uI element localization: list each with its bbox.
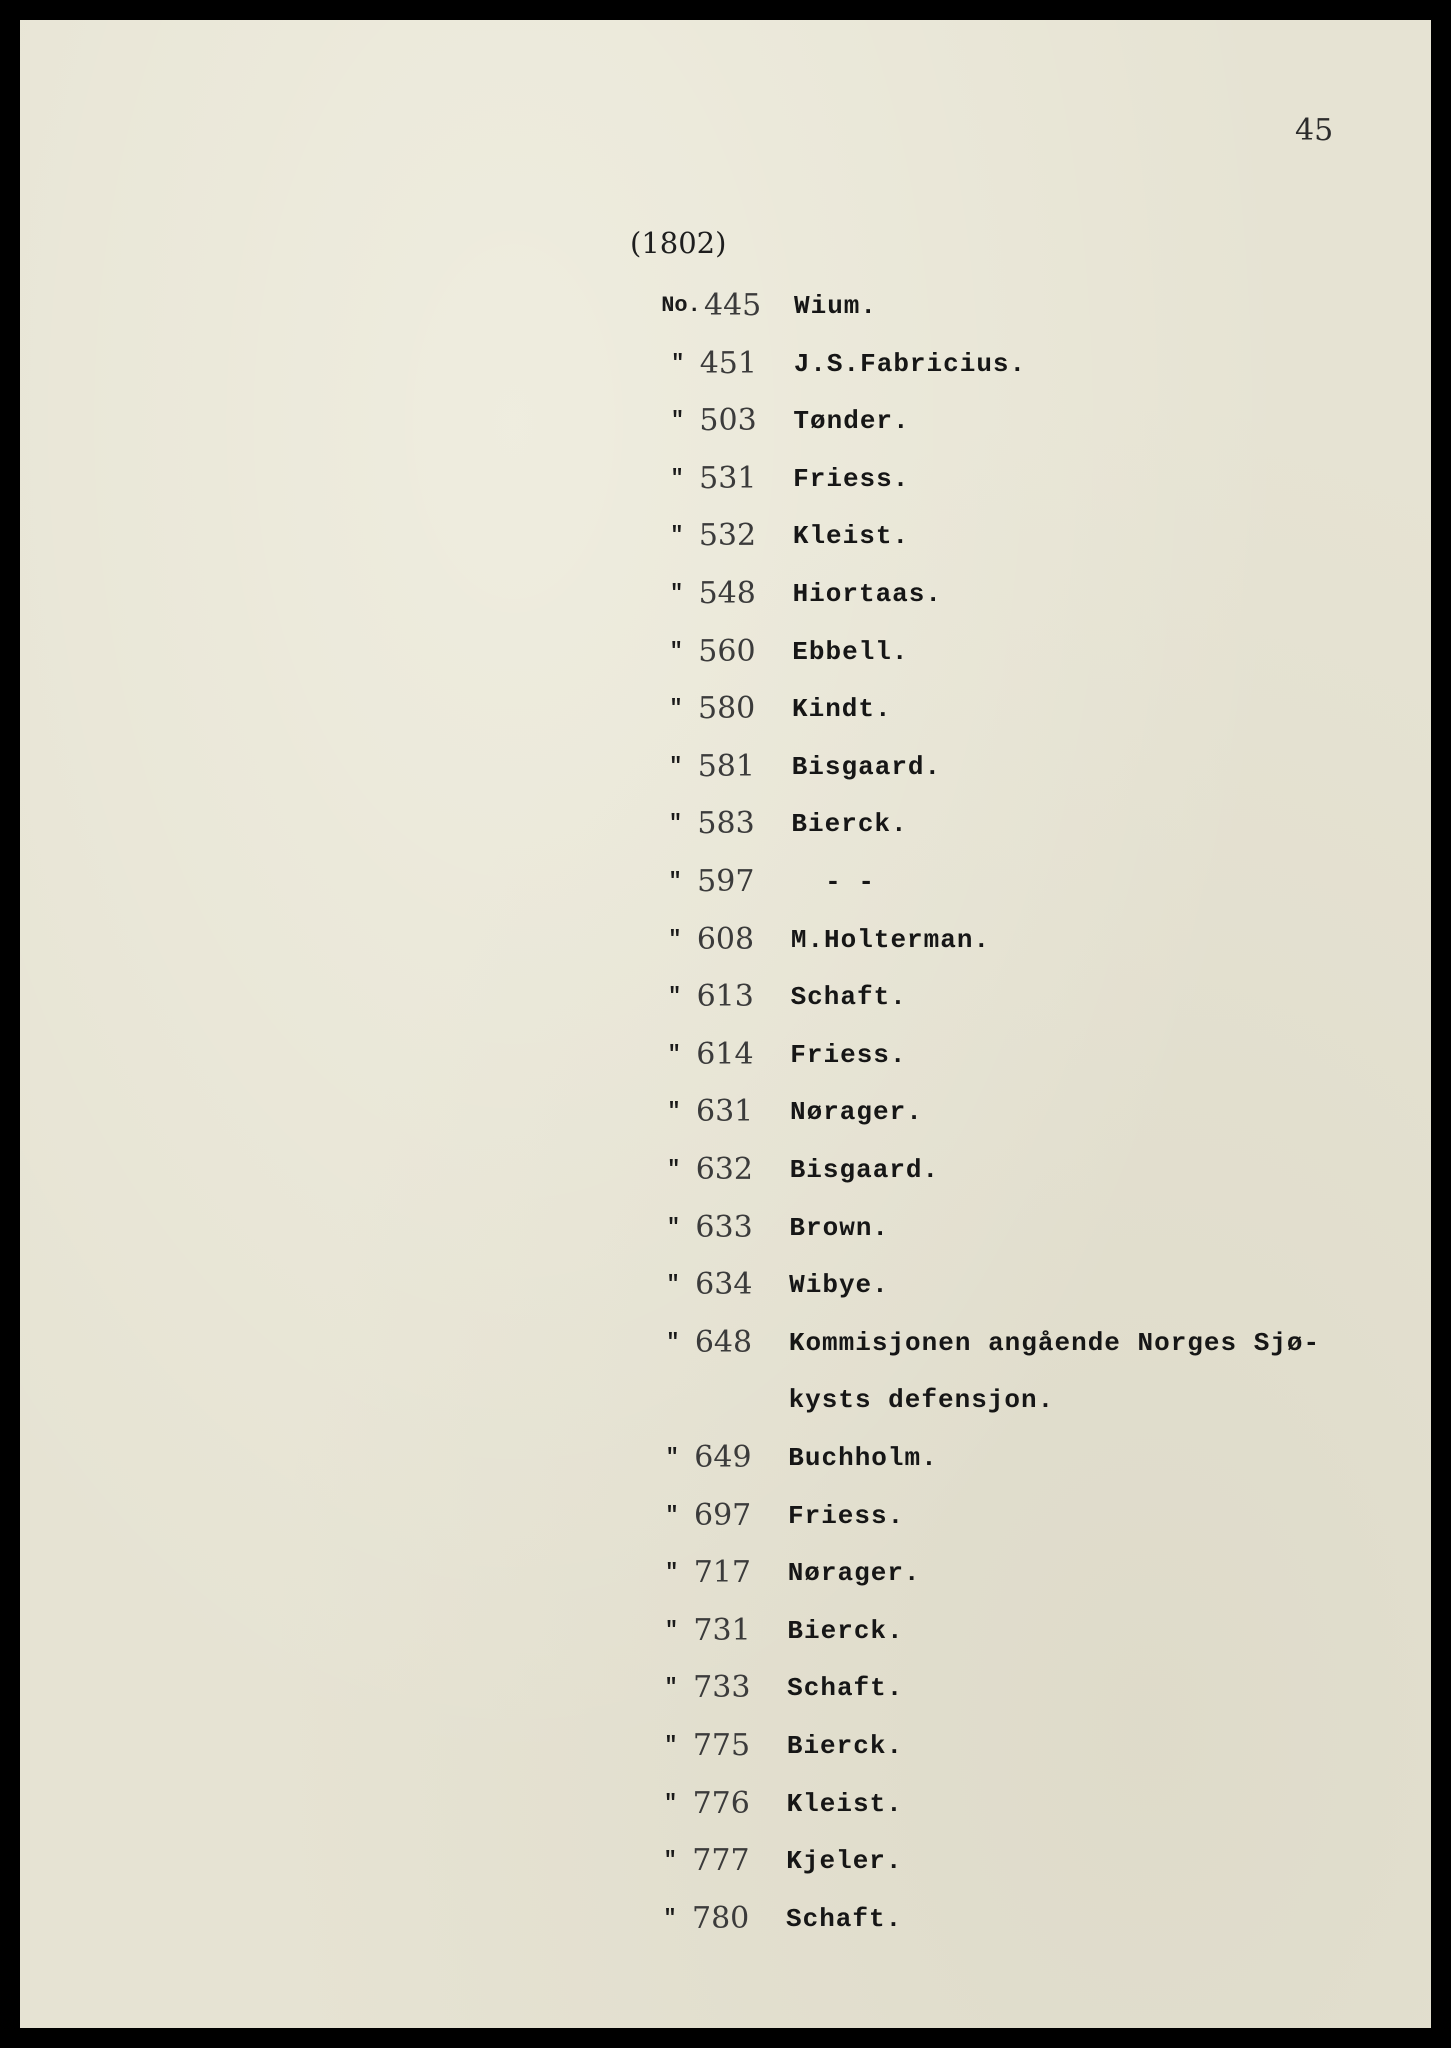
- ditto-mark: ": [670, 465, 684, 491]
- entry-number: 776: [692, 1785, 750, 1821]
- year-heading: (1802): [630, 226, 727, 260]
- entry-name: Friess.: [793, 463, 910, 494]
- entry-number: 731: [693, 1612, 751, 1648]
- entry-number: 548: [698, 576, 756, 611]
- entry-number: 445: [704, 288, 762, 323]
- entry-name: Bierck.: [786, 1731, 904, 1761]
- entry-name: Friess.: [788, 1500, 905, 1531]
- entry-name: Hiortaas.: [792, 579, 942, 609]
- entry-number: 697: [694, 1497, 752, 1533]
- ditto-mark: ": [666, 1214, 681, 1240]
- entry-name: Kleist.: [786, 1788, 903, 1819]
- ditto-mark: ": [669, 753, 683, 779]
- page-number: 45: [1295, 113, 1334, 148]
- ditto-mark: ": [664, 1617, 679, 1643]
- entry-number: 649: [694, 1440, 752, 1475]
- ditto-mark: ": [671, 350, 685, 376]
- ditto-mark: ": [666, 1329, 680, 1355]
- entry-number: 717: [693, 1555, 751, 1591]
- entry-name: Wium.: [794, 291, 878, 321]
- entry-number: 777: [692, 1843, 750, 1879]
- entry-name: Tønder.: [793, 406, 910, 437]
- ditto-mark: ": [666, 1272, 680, 1298]
- entry-name: M.Holterman.: [790, 924, 991, 955]
- entry-number: 580: [698, 691, 756, 727]
- ditto-mark: ": [670, 523, 684, 549]
- entry-name: Schaft.: [790, 982, 907, 1013]
- entry-name: Ebbell.: [792, 636, 909, 667]
- ditto-mark: ": [668, 926, 682, 952]
- ditto-mark: ": [664, 1733, 678, 1758]
- entry-name: Bisgaard.: [791, 751, 942, 782]
- entry-name: - -: [825, 867, 875, 897]
- ditto-mark: ": [663, 1790, 678, 1816]
- ditto-mark: ": [668, 811, 683, 837]
- ditto-mark: ": [668, 869, 682, 894]
- ditto-mark: ": [670, 408, 685, 434]
- entry-name: Bierck.: [791, 809, 908, 840]
- entry-prefix: No.: [661, 293, 701, 318]
- entry-number: 581: [697, 748, 755, 784]
- entry-number: 532: [698, 518, 757, 554]
- ditto-mark: ": [667, 1099, 681, 1125]
- entry-number: 560: [698, 633, 756, 669]
- entry-number: 780: [692, 1900, 750, 1936]
- ditto-mark: ": [669, 581, 684, 606]
- entry-name-continuation: kysts defensjon.: [788, 1385, 1055, 1416]
- ditto-mark: ": [669, 638, 683, 664]
- entry-number: 597: [697, 864, 755, 899]
- entry-name: Brown.: [789, 1212, 890, 1243]
- entry-number: 613: [696, 979, 754, 1015]
- ditto-mark: ": [667, 1157, 681, 1182]
- entry-number: 633: [695, 1209, 753, 1245]
- entry-name: Kjeler.: [786, 1846, 903, 1877]
- ditto-mark: ": [664, 1675, 678, 1701]
- entry-number: 583: [697, 806, 755, 842]
- ditto-mark: ": [667, 984, 682, 1010]
- entry-name: Bierck.: [787, 1615, 904, 1646]
- entry-number: 608: [696, 921, 755, 957]
- entry-number: 503: [699, 403, 757, 439]
- entry-number: 531: [699, 460, 757, 496]
- entry-number: 733: [693, 1670, 751, 1706]
- entry-number: 451: [699, 345, 757, 381]
- ditto-mark: ": [663, 1848, 677, 1874]
- entry-name: J.S.Fabricius.: [793, 348, 1027, 379]
- entry-number: 634: [695, 1267, 753, 1303]
- ditto-mark: ": [667, 1041, 681, 1067]
- entry-name: Kindt.: [792, 694, 892, 725]
- entry-name: Nørager.: [790, 1097, 923, 1128]
- entry-number: 614: [696, 1036, 754, 1072]
- entry-name: Nørager.: [787, 1558, 921, 1589]
- entry-name: Buchholm.: [788, 1443, 938, 1473]
- ditto-mark: ": [665, 1445, 679, 1470]
- ditto-mark: ": [665, 1502, 679, 1528]
- entry-name: Kleist.: [792, 521, 910, 552]
- entry-name: Kommisjonen angående Norges Sjø-: [788, 1327, 1321, 1358]
- entry-name: Schaft.: [787, 1673, 904, 1704]
- entry-name: Schaft.: [786, 1903, 903, 1934]
- entry-number: 775: [692, 1728, 751, 1763]
- ditto-mark: ": [663, 1905, 677, 1931]
- entry-number: 631: [696, 1094, 754, 1130]
- entry-name: Wibye.: [789, 1270, 889, 1301]
- ditto-mark: ": [665, 1560, 679, 1586]
- entry-number: 632: [695, 1152, 753, 1187]
- ditto-mark: ": [669, 696, 683, 722]
- entry-name: Bisgaard.: [789, 1155, 940, 1185]
- entry-name: Friess.: [790, 1039, 907, 1070]
- entry-number: 648: [694, 1324, 753, 1360]
